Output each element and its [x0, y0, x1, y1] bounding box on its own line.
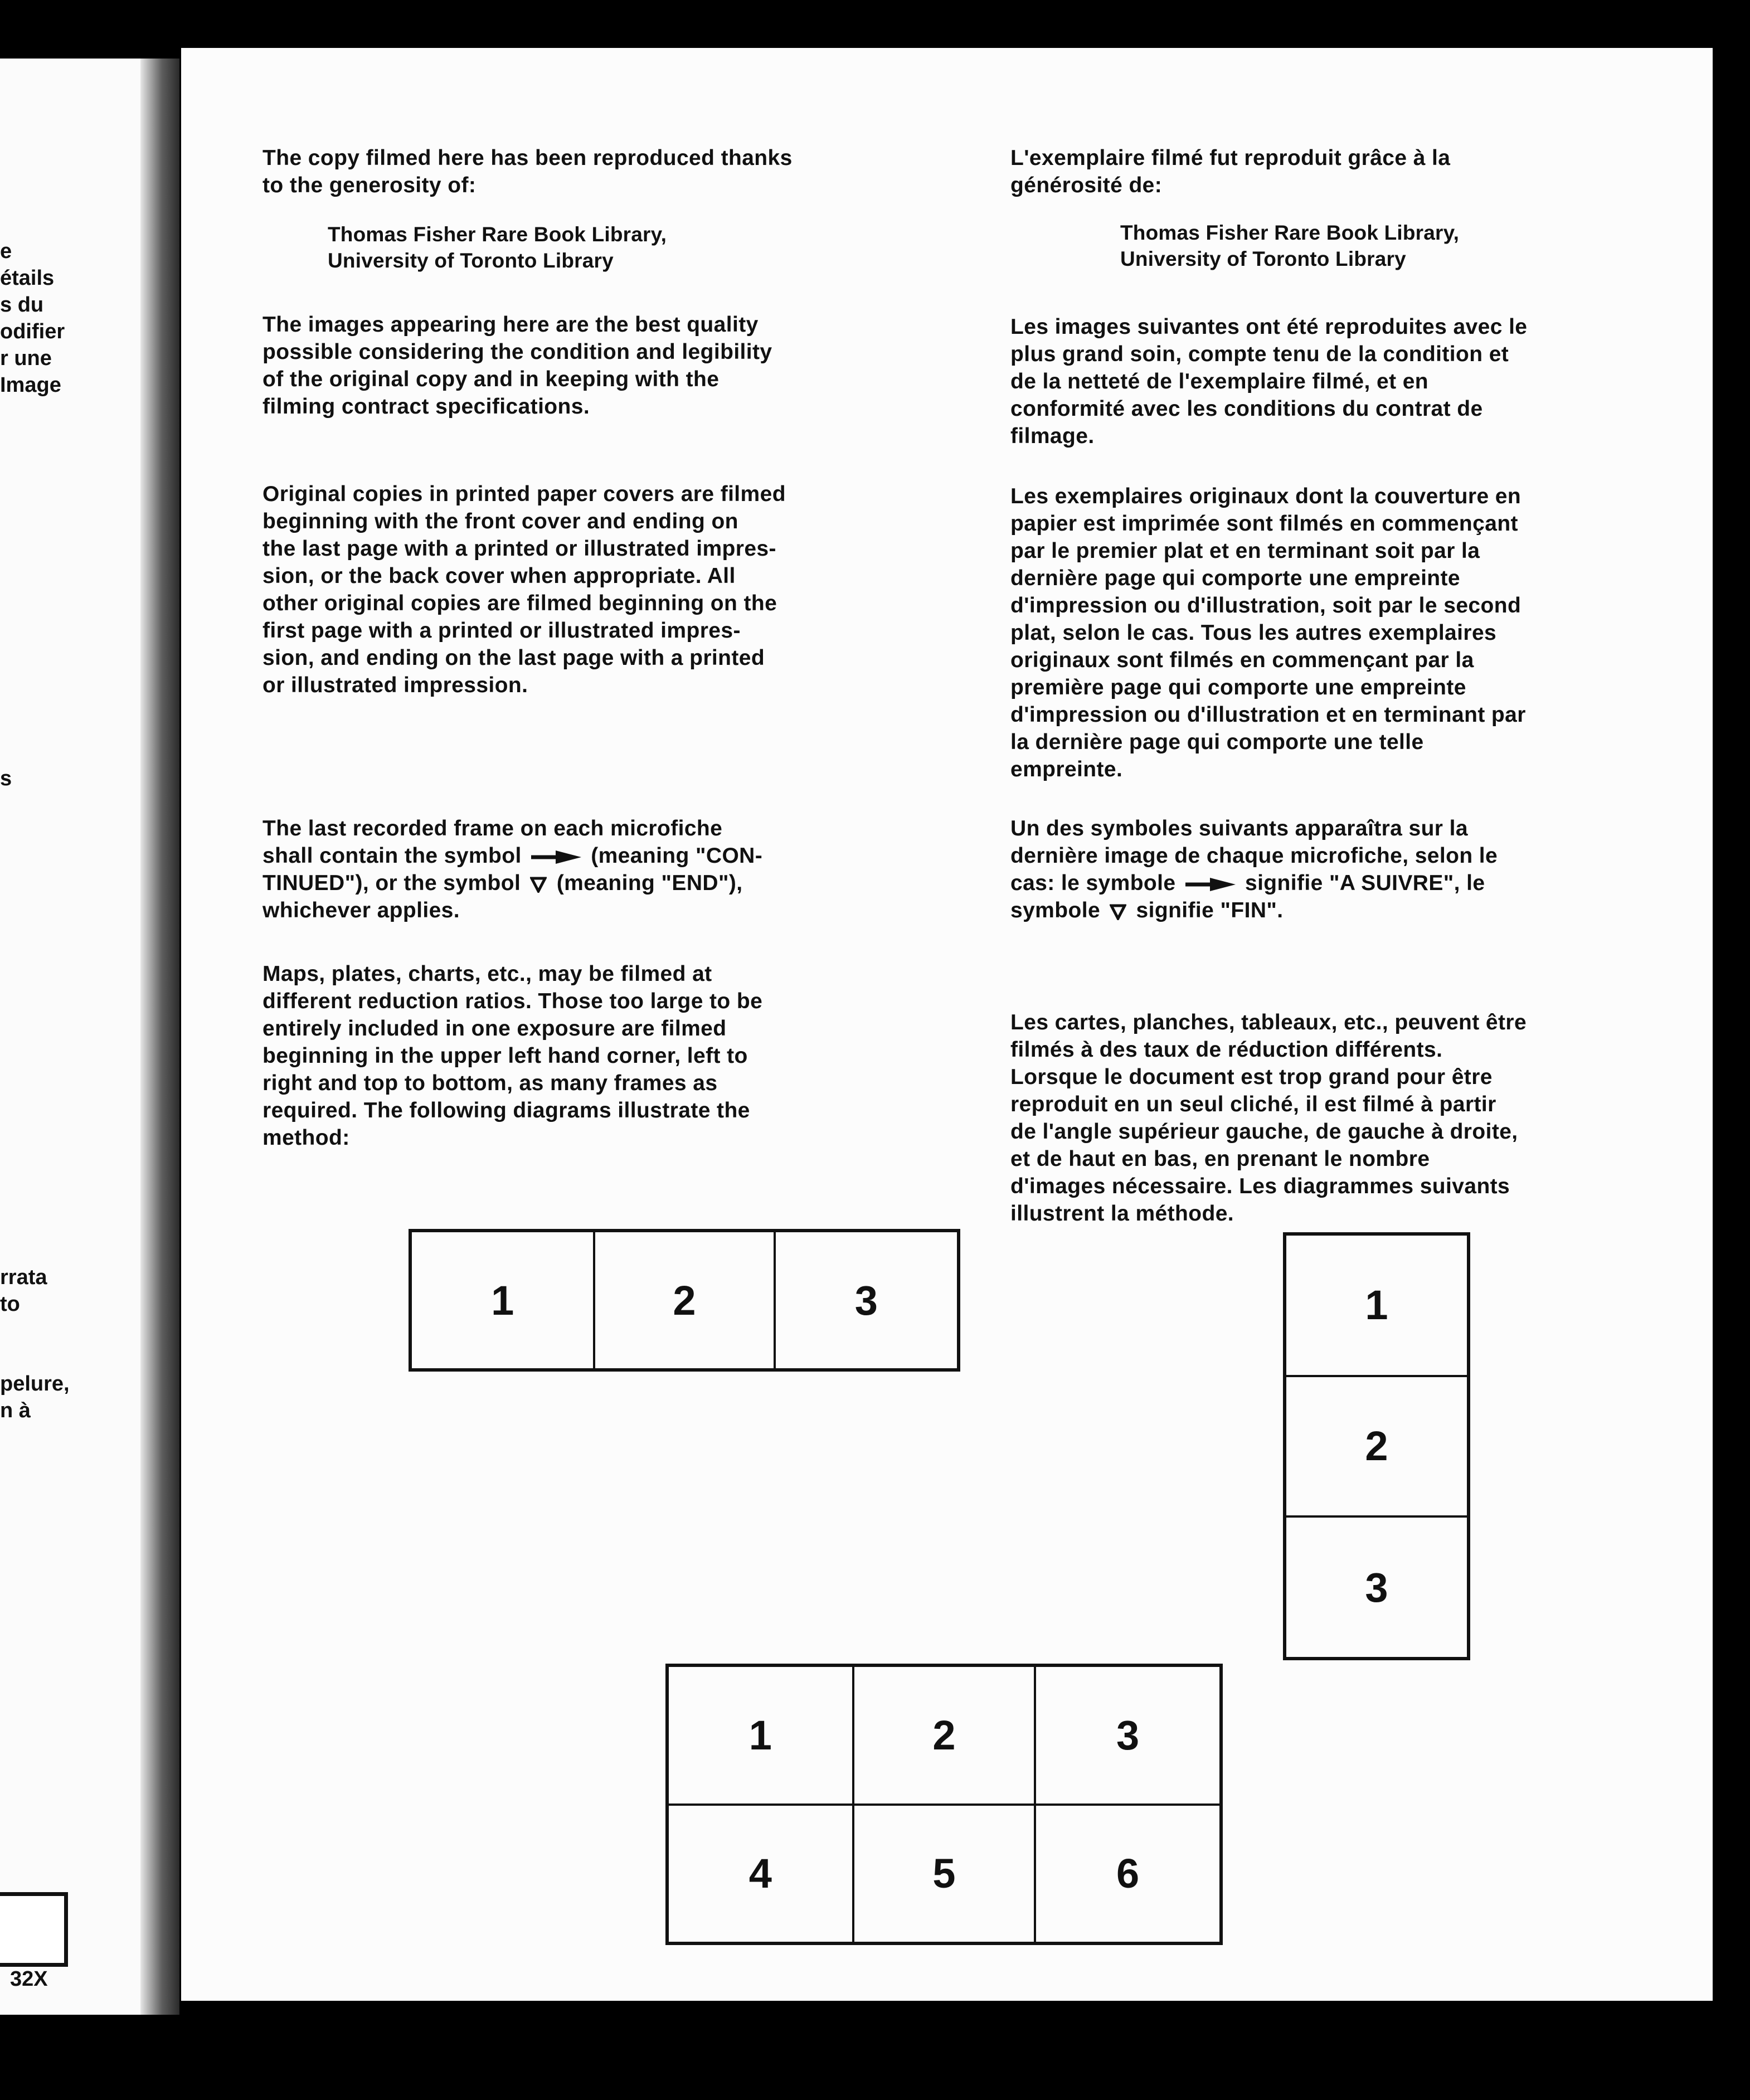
- french-originals-paragraph: [1010, 483, 1526, 783]
- text-fragment: (meaning "CON-: [591, 844, 763, 868]
- left-fragment: Image: [0, 373, 61, 397]
- text-line: whichever applies.: [262, 898, 460, 922]
- grid-frame-diagram: [665, 1664, 1223, 1945]
- frame-number-cell: 3: [1285, 1516, 1469, 1659]
- french-quality-paragraph: [1010, 313, 1527, 450]
- text-line: beginning with the front cover and ending on: [262, 509, 738, 533]
- text-fragment: (meaning "END"),: [556, 871, 743, 895]
- text-line: dernière page qui comporte une empreinte: [1010, 566, 1461, 590]
- text-line: [262, 842, 762, 869]
- text-line: University of Toronto Library: [328, 249, 614, 272]
- text-line: [1010, 869, 1498, 897]
- text-fragment: TINUED"), or the symbol: [262, 871, 521, 895]
- french-intro: [1010, 144, 1450, 199]
- text-line: University of Toronto Library: [1120, 247, 1406, 270]
- text-line: Thomas Fisher Rare Book Library,: [328, 223, 667, 246]
- horizontal-frame-diagram: [409, 1229, 960, 1372]
- frame-number-cell: 2: [594, 1231, 774, 1370]
- text-line: générosité de:: [1010, 173, 1163, 197]
- text-line: the last page with a printed or illustrated impres-: [262, 537, 776, 561]
- triangle-down-icon: [530, 876, 547, 893]
- text-line: beginning in the upper left hand corner, left to: [262, 1044, 748, 1068]
- frame-number-cell: 4: [667, 1805, 853, 1944]
- frame-number-cell: 6: [1035, 1805, 1221, 1944]
- text-line: de l'angle supérieur gauche, de gauche à droite,: [1010, 1120, 1518, 1144]
- english-library-credit: [328, 221, 667, 274]
- left-fragment: odifier: [0, 320, 65, 343]
- text-line: filmés à des taux de réduction différents.: [1010, 1038, 1443, 1062]
- english-originals-paragraph: [262, 480, 786, 699]
- left-fragment: r une: [0, 347, 52, 370]
- french-maps-paragraph: [1010, 1009, 1527, 1227]
- text-line: method:: [262, 1126, 350, 1150]
- english-intro: [262, 144, 793, 199]
- text-line: Maps, plates, charts, etc., may be filmed at: [262, 962, 712, 986]
- text-line: other original copies are filmed beginning on the: [262, 591, 777, 615]
- text-fragment: signifie "A SUIVRE", le: [1245, 871, 1485, 895]
- previous-page-edge: [0, 59, 179, 2015]
- text-line: empreinte.: [1010, 757, 1123, 781]
- text-line: Original copies in printed paper covers are filmed: [262, 482, 786, 506]
- english-symbols-paragraph: [262, 815, 762, 924]
- frame-number-cell: 2: [1285, 1376, 1469, 1516]
- left-fragment: n à: [0, 1399, 31, 1422]
- resolution-target-box: [0, 1892, 68, 1967]
- reduction-ratio-label: 32X: [10, 1967, 48, 1991]
- text-line: première page qui comporte une empreinte: [1010, 675, 1466, 699]
- text-line: reproduit en un seul cliché, il est filmé à partir: [1010, 1092, 1496, 1116]
- left-fragment: rrata: [0, 1266, 47, 1289]
- text-fragment: cas: le symbole: [1010, 871, 1176, 895]
- text-line: different reduction ratios. Those too large to be: [262, 989, 763, 1013]
- text-line: filming contract specifications.: [262, 395, 590, 419]
- text-line: L'exemplaire filmé fut reproduit grâce à la: [1010, 146, 1451, 170]
- text-line: conformité avec les conditions du contrat de: [1010, 397, 1483, 421]
- text-line: Les exemplaires originaux dont la couverture en: [1010, 484, 1521, 508]
- text-line: sion, or the back cover when appropriate. All: [262, 564, 736, 588]
- text-fragment: signifie "FIN".: [1136, 898, 1284, 922]
- text-line: required. The following diagrams illustrate the: [262, 1098, 750, 1122]
- frame-number-cell: 5: [853, 1805, 1036, 1944]
- text-line: to the generosity of:: [262, 173, 477, 197]
- left-fragment: s: [0, 767, 12, 790]
- text-line: d'images nécessaire. Les diagrammes suivants: [1010, 1174, 1510, 1198]
- frame-number-cell: 1: [1285, 1234, 1469, 1376]
- text-line: plus grand soin, compte tenu de la condition et: [1010, 342, 1509, 366]
- frame-number-cell: 1: [410, 1231, 594, 1370]
- text-line: dernière image de chaque microfiche, selon le: [1010, 844, 1498, 868]
- text-line: [262, 869, 762, 897]
- french-symbols-paragraph: [1010, 815, 1498, 924]
- text-line: et de haut en bas, en prenant le nombre: [1010, 1147, 1430, 1171]
- text-line: d'impression ou d'illustration, soit par le second: [1010, 594, 1521, 618]
- text-line: par le premier plat et en terminant soit par la: [1010, 539, 1480, 563]
- text-line: papier est imprimée sont filmés en commençant: [1010, 512, 1518, 536]
- text-fragment: symbole: [1010, 898, 1101, 922]
- text-line: entirely included in one exposure are filmed: [262, 1017, 727, 1041]
- page-fold-shadow: [140, 59, 179, 2015]
- triangle-down-icon: [1110, 903, 1126, 920]
- text-line: plat, selon le cas. Tous les autres exemplaires: [1010, 621, 1497, 645]
- text-line: [1010, 897, 1498, 924]
- english-quality-paragraph: [262, 311, 772, 420]
- left-fragment: pelure,: [0, 1372, 70, 1396]
- text-line: Les cartes, planches, tableaux, etc., peuvent être: [1010, 1010, 1527, 1034]
- text-line: sion, and ending on the last page with a printed: [262, 646, 765, 670]
- left-fragment: s du: [0, 293, 44, 317]
- left-fragment: to: [0, 1292, 20, 1316]
- text-line: Un des symboles suivants apparaîtra sur la: [1010, 816, 1468, 840]
- text-line: la dernière page qui comporte une telle: [1010, 730, 1424, 754]
- left-fragment: étails: [0, 266, 55, 290]
- frame-number-cell: 3: [1035, 1665, 1221, 1805]
- text-fragment: shall contain the symbol: [262, 844, 522, 868]
- text-line: Thomas Fisher Rare Book Library,: [1120, 221, 1460, 244]
- text-line: Lorsque le document est trop grand pour être: [1010, 1065, 1493, 1089]
- text-line: first page with a printed or illustrated impres-: [262, 619, 741, 643]
- arrow-icon: [1185, 876, 1236, 893]
- left-fragment: e: [0, 240, 12, 263]
- text-line: Les images suivantes ont été reproduites avec le: [1010, 315, 1528, 339]
- frame-number-cell: 1: [667, 1665, 853, 1805]
- text-line: The copy filmed here has been reproduced thanks: [262, 146, 793, 170]
- text-line: The last recorded frame on each microfiche: [262, 816, 723, 840]
- text-line: originaux sont filmés en commençant par la: [1010, 648, 1474, 672]
- text-line: filmage.: [1010, 424, 1095, 448]
- frame-number-cell: 3: [775, 1231, 959, 1370]
- frame-number-cell: 2: [853, 1665, 1036, 1805]
- text-line: or illustrated impression.: [262, 673, 528, 697]
- english-maps-paragraph: [262, 960, 762, 1151]
- text-line: right and top to bottom, as many frames as: [262, 1071, 718, 1095]
- text-line: possible considering the condition and legibility: [262, 340, 772, 364]
- text-line: illustrent la méthode.: [1010, 1202, 1234, 1226]
- text-line: The images appearing here are the best quality: [262, 313, 759, 337]
- text-line: de la netteté de l'exemplaire filmé, et en: [1010, 370, 1429, 393]
- arrow-icon: [531, 849, 581, 866]
- french-library-credit: [1120, 220, 1459, 272]
- vertical-frame-diagram: [1283, 1232, 1470, 1660]
- microfilm-notice-page: [181, 48, 1713, 2001]
- text-line: of the original copy and in keeping with the: [262, 367, 720, 391]
- text-line: d'impression ou d'illustration et en terminant par: [1010, 703, 1526, 727]
